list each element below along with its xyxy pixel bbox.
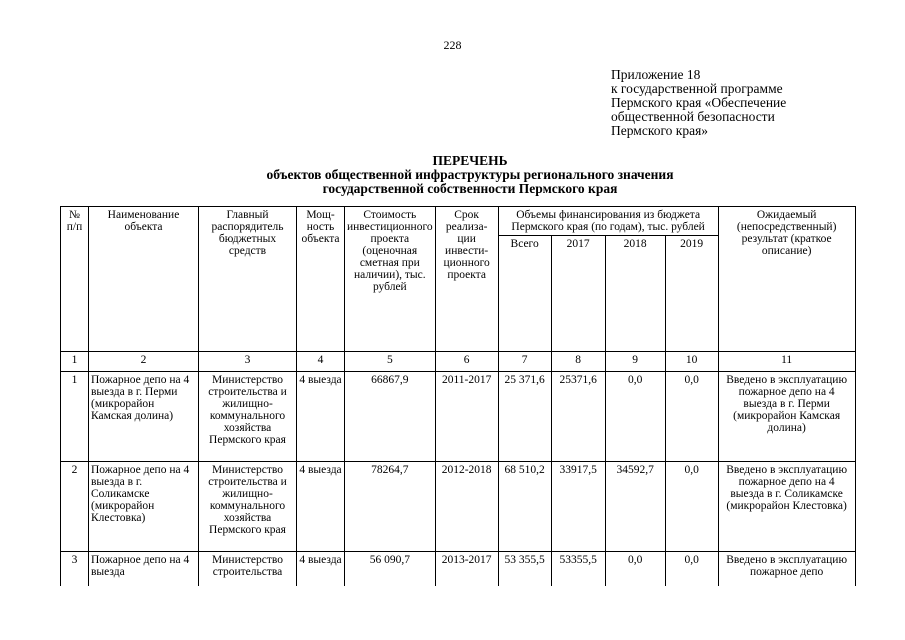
- appendix-line: общественной безопасности: [611, 109, 775, 124]
- column-number: 11: [718, 352, 855, 372]
- document-subtitle-line-1: объектов общественной инфраструктуры регионального значения: [266, 167, 674, 182]
- row-result: Введено в эксплуатацию пожарное депо: [718, 552, 855, 586]
- row-term: 2012-2018: [435, 462, 498, 552]
- row-total: 53 355,5: [498, 552, 551, 586]
- row-cost: 66867,9: [345, 372, 436, 462]
- row-2018: 0,0: [605, 552, 665, 586]
- row-total: 25 371,6: [498, 372, 551, 462]
- row-2017: 33917,5: [551, 462, 605, 552]
- row-name: Пожарное депо на 4 выезда: [89, 552, 199, 586]
- header-2017: 2017: [551, 236, 605, 352]
- header-num: № п/п: [61, 207, 89, 352]
- objects-table: [60, 206, 856, 586]
- table-row: [61, 372, 856, 462]
- header-name: Наименование объекта: [89, 207, 199, 352]
- column-number: 1: [61, 352, 89, 372]
- header-2018: 2018: [605, 236, 665, 352]
- appendix-line: Пермского края»: [611, 123, 709, 138]
- appendix-line: Приложение 18: [611, 67, 701, 82]
- row-term: 2011-2017: [435, 372, 498, 462]
- column-number: 6: [435, 352, 498, 372]
- row-2017: 53355,5: [551, 552, 605, 586]
- header-term: Срок реализа-ции инвести-ционного проекта: [435, 207, 498, 352]
- column-number: 10: [665, 352, 718, 372]
- appendix-line: Пермского края «Обеспечение: [611, 95, 787, 110]
- row-2018: 34592,7: [605, 462, 665, 552]
- appendix-note: [611, 68, 841, 138]
- header-capacity: Мощ-ность объекта: [297, 207, 345, 352]
- header-cost: Стоимость инвестиционного проекта (оценочная сметная при наличии), тыс. рублей: [345, 207, 436, 352]
- row-2019: 0,0: [665, 552, 718, 586]
- row-total: 68 510,2: [498, 462, 551, 552]
- column-number: 4: [297, 352, 345, 372]
- document-heading: [0, 154, 905, 196]
- row-cost: 78264,7: [345, 462, 436, 552]
- page-number: 228: [443, 38, 462, 52]
- header-manager: Главный распорядитель бюджетных средств: [199, 207, 297, 352]
- header-finance-group: Объемы финансирования из бюджета Пермского края (по годам), тыс. рублей: [498, 207, 718, 236]
- row-result: Введено в эксплуатацию пожарное депо на 4 выезда в г. Перми (микрорайон Камская долина): [718, 372, 855, 462]
- row-manager: Министерство строительства: [199, 552, 297, 586]
- header-2019: 2019: [665, 236, 718, 352]
- header-total: Всего: [498, 236, 551, 352]
- row-name: Пожарное депо на 4 выезда в г. Перми (микрорайон Камская долина): [89, 372, 199, 462]
- document-title: ПЕРЕЧЕНЬ: [432, 153, 508, 168]
- row-cost: 56 090,7: [345, 552, 436, 586]
- row-capacity: 4 выезда: [297, 552, 345, 586]
- column-number: 5: [345, 352, 436, 372]
- column-number: 2: [89, 352, 199, 372]
- row-num: 1: [61, 372, 89, 462]
- column-number: 7: [498, 352, 551, 372]
- appendix-line: к государственной программе: [611, 81, 783, 96]
- row-2018: 0,0: [605, 372, 665, 462]
- row-term: 2013-2017: [435, 552, 498, 586]
- table-row: [61, 462, 856, 552]
- row-2017: 25371,6: [551, 372, 605, 462]
- row-manager: Министерство строительства и жилищно-коммунального хозяйства Пермского края: [199, 372, 297, 462]
- table-header-row: [61, 207, 856, 236]
- header-result: Ожидаемый (непосредственный) результат (краткое описание): [718, 207, 855, 352]
- document-subtitle-line-2: государственной собственности Пермского края: [322, 181, 618, 196]
- column-number: 8: [551, 352, 605, 372]
- row-2019: 0,0: [665, 462, 718, 552]
- row-result: Введено в эксплуатацию пожарное депо на 4 выезда в г. Соликамске (микрорайон Клестовка): [718, 462, 855, 552]
- row-num: 2: [61, 462, 89, 552]
- column-number: 9: [605, 352, 665, 372]
- row-manager: Министерство строительства и жилищно-коммунального хозяйства Пермского края: [199, 462, 297, 552]
- column-number-row: [61, 352, 856, 372]
- row-capacity: 4 выезда: [297, 372, 345, 462]
- row-capacity: 4 выезда: [297, 462, 345, 552]
- row-2019: 0,0: [665, 372, 718, 462]
- column-number: 3: [199, 352, 297, 372]
- table-row: [61, 552, 856, 586]
- row-name: Пожарное депо на 4 выезда в г. Соликамске (микрорайон Клестовка): [89, 462, 199, 552]
- row-num: 3: [61, 552, 89, 586]
